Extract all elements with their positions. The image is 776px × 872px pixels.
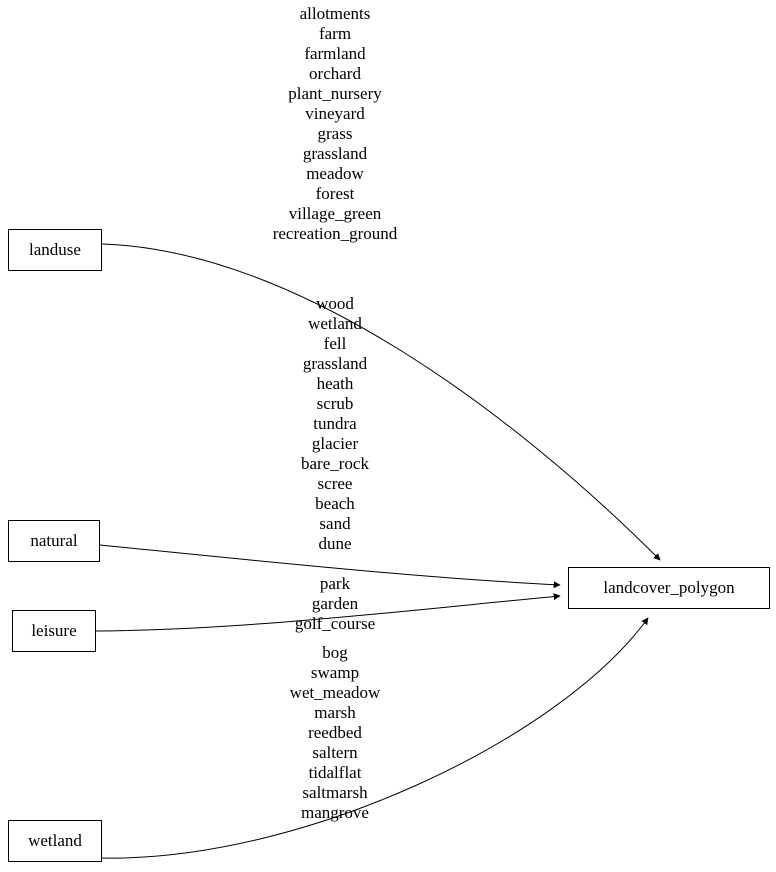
- edge-value-label: garden: [311, 594, 359, 613]
- edge-value-label: dune: [318, 534, 352, 553]
- edge-value-label: village_green: [288, 204, 382, 223]
- edge-value-label: farmland: [304, 44, 366, 63]
- edge-value-label: tidalflat: [308, 763, 362, 782]
- edge-labels-leisure: [246, 574, 424, 634]
- edge-labels-wetland: [246, 643, 424, 823]
- node-wetland-label: wetland: [28, 831, 82, 850]
- edge-value-label: mangrove: [301, 803, 369, 822]
- edge-value-label: wet_meadow: [289, 683, 381, 702]
- node-landuse-label: landuse: [29, 240, 81, 259]
- edge-value-label: vineyard: [305, 104, 365, 123]
- edge-value-label: recreation_ground: [272, 224, 398, 243]
- node-landcover-polygon[interactable]: [568, 567, 770, 609]
- node-leisure[interactable]: [12, 610, 96, 652]
- edge-value-label: orchard: [309, 64, 361, 83]
- edge-value-label: meadow: [306, 164, 364, 183]
- edge-value-label: plant_nursery: [288, 84, 382, 103]
- node-landuse[interactable]: [8, 229, 102, 271]
- edge-value-label: swamp: [310, 663, 360, 682]
- edge-value-label: allotments: [299, 4, 371, 23]
- node-landcover-polygon-label: landcover_polygon: [603, 578, 735, 597]
- edge-value-label: saltern: [312, 743, 358, 762]
- edge-value-label: golf_course: [294, 614, 376, 633]
- edge-value-label: reedbed: [308, 723, 362, 742]
- edge-value-label: beach: [315, 494, 355, 513]
- edge-value-label: wetland: [308, 314, 362, 333]
- edge-labels-landuse: [245, 4, 425, 244]
- node-leisure-label: leisure: [31, 621, 77, 640]
- edge-value-label: grassland: [302, 144, 368, 163]
- edge-value-label: bog: [322, 643, 348, 662]
- node-natural-label: natural: [30, 531, 78, 550]
- edge-value-label: marsh: [314, 703, 356, 722]
- edge-value-label: fell: [323, 334, 347, 353]
- edge-value-label: farm: [318, 24, 352, 43]
- edge-value-label: bare_rock: [301, 454, 369, 473]
- edge-value-label: forest: [315, 184, 355, 203]
- edge-value-label: grassland: [302, 354, 368, 373]
- node-natural[interactable]: [8, 520, 100, 562]
- edge-value-label: saltmarsh: [302, 783, 368, 802]
- edge-value-label: park: [319, 574, 351, 593]
- edge-value-label: glacier: [311, 434, 359, 453]
- edge-value-label: tundra: [313, 414, 357, 433]
- edge-value-label: heath: [316, 374, 354, 393]
- edge-labels-natural: [246, 294, 424, 554]
- edge-value-label: scree: [317, 474, 353, 493]
- edge-value-label: wood: [316, 294, 354, 313]
- edge-value-label: sand: [319, 514, 351, 533]
- edge-value-label: grass: [317, 124, 353, 143]
- node-wetland[interactable]: [8, 820, 102, 862]
- edge-value-label: scrub: [316, 394, 354, 413]
